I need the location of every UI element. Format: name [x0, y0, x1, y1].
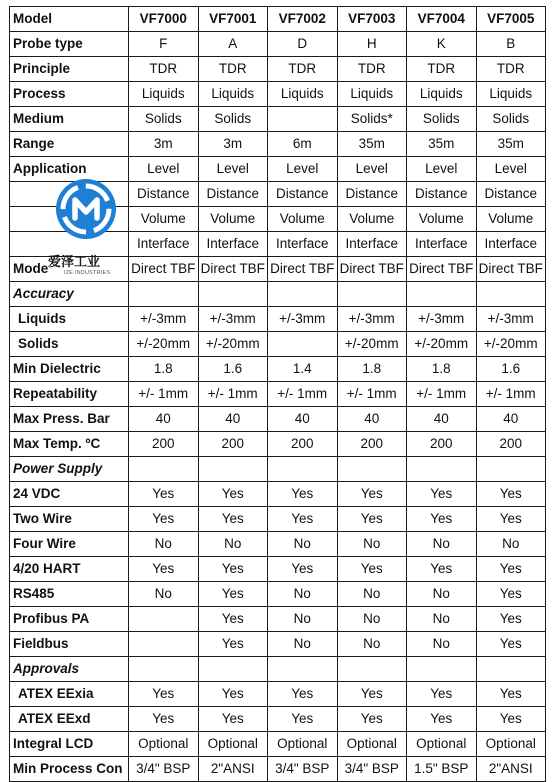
table-cell: [198, 457, 268, 482]
table-row-continuation-6: [10, 182, 546, 207]
row-label: Profibus PA: [10, 607, 129, 632]
table-cell: Liquids: [129, 82, 199, 107]
table-cell: Optional: [129, 732, 199, 757]
table-row-application-5: [10, 157, 546, 182]
model-vf7005: VF7005: [476, 7, 546, 32]
table-cell: +/-3mm: [268, 307, 338, 332]
table-cell: 3/4" BSP: [268, 757, 338, 782]
table-cell: Yes: [129, 557, 199, 582]
table-cell: TDR: [268, 57, 338, 82]
table-cell: Interface: [268, 232, 338, 257]
table-cell: Interface: [337, 232, 407, 257]
table-cell: Yes: [198, 682, 268, 707]
table-cell: Liquids: [476, 82, 546, 107]
table-cell: Interface: [129, 232, 199, 257]
table-cell: No: [337, 582, 407, 607]
table-cell: +/-3mm: [198, 307, 268, 332]
table-cell: Distance: [129, 182, 199, 207]
row-label: Four Wire: [10, 532, 129, 557]
table-cell: [129, 632, 199, 657]
table-cell: Yes: [198, 632, 268, 657]
table-cell: 200: [198, 432, 268, 457]
table-cell: [268, 457, 338, 482]
row-label: Repeatability: [10, 382, 129, 407]
table-cell: No: [268, 532, 338, 557]
table-cell: No: [129, 532, 199, 557]
table-cell: Yes: [476, 707, 546, 732]
table-cell: Direct TBF: [129, 257, 199, 282]
table-cell: 1.8: [337, 357, 407, 382]
table-cell: Yes: [198, 707, 268, 732]
table-cell: 1.4: [268, 357, 338, 382]
table-cell: Yes: [337, 557, 407, 582]
table-cell: Yes: [407, 682, 477, 707]
table-row-continuation-7: [10, 207, 546, 232]
table-cell: Yes: [268, 707, 338, 732]
table-cell: Interface: [476, 232, 546, 257]
model-vf7003: VF7003: [337, 7, 407, 32]
row-label: ATEX EExia: [10, 682, 129, 707]
table-cell: 3/4" BSP: [337, 757, 407, 782]
table-row-principle-1: [10, 57, 546, 82]
table-cell: 200: [337, 432, 407, 457]
model-vf7002: VF7002: [268, 7, 338, 32]
table-cell: Yes: [268, 482, 338, 507]
table-cell: +/-20mm: [407, 332, 477, 357]
table-cell: [476, 282, 546, 307]
table-cell: TDR: [337, 57, 407, 82]
table-cell: Solids: [407, 107, 477, 132]
table-cell: 1.5" BSP: [407, 757, 477, 782]
row-label: Min Dielectric: [10, 357, 129, 382]
table-cell: Interface: [407, 232, 477, 257]
table-row-accuracy-10: [10, 282, 546, 307]
table-cell: +/-3mm: [476, 307, 546, 332]
table-cell: D: [268, 32, 338, 57]
table-cell: 40: [407, 407, 477, 432]
row-label: Accuracy: [10, 282, 129, 307]
table-cell: Distance: [268, 182, 338, 207]
table-cell: [407, 657, 477, 682]
table-cell: B: [476, 32, 546, 57]
table-cell: Solids: [476, 107, 546, 132]
table-row-atex-eexia-26: [10, 682, 546, 707]
table-cell: Yes: [407, 707, 477, 732]
table-cell: 3m: [129, 132, 199, 157]
table-cell: 1.6: [476, 357, 546, 382]
table-cell: Liquids: [407, 82, 477, 107]
table-cell: Yes: [198, 607, 268, 632]
row-label: Range: [10, 132, 129, 157]
row-label: Mode: [10, 257, 129, 282]
table-cell: Yes: [198, 582, 268, 607]
row-label: Solids: [10, 332, 129, 357]
table-row-process-2: [10, 82, 546, 107]
watermark-en-text: IZE INDUSTRIES: [64, 270, 111, 276]
table-cell: No: [476, 532, 546, 557]
table-cell: Yes: [268, 507, 338, 532]
row-label: Process: [10, 82, 129, 107]
table-cell: Solids*: [337, 107, 407, 132]
table-cell: Level: [407, 157, 477, 182]
table-cell: 40: [129, 407, 199, 432]
model-vf7004: VF7004: [407, 7, 477, 32]
table-cell: Yes: [476, 607, 546, 632]
table-cell: Yes: [129, 707, 199, 732]
table-cell: Yes: [129, 507, 199, 532]
table-cell: Distance: [476, 182, 546, 207]
table-cell: +/- 1mm: [198, 382, 268, 407]
row-label: [10, 182, 129, 207]
row-label: Approvals: [10, 657, 129, 682]
table-cell: +/-20mm: [129, 332, 199, 357]
table-cell: +/-3mm: [129, 307, 199, 332]
table-cell: 40: [198, 407, 268, 432]
table-row-mode-9: [10, 257, 546, 282]
table-cell: [198, 282, 268, 307]
table-cell: K: [407, 32, 477, 57]
table-cell: Optional: [268, 732, 338, 757]
table-cell: No: [407, 532, 477, 557]
table-cell: Yes: [407, 557, 477, 582]
table-cell: Yes: [268, 682, 338, 707]
table-cell: [407, 457, 477, 482]
table-cell: A: [198, 32, 268, 57]
row-label: 24 VDC: [10, 482, 129, 507]
table-cell: Yes: [337, 507, 407, 532]
table-cell: Level: [129, 157, 199, 182]
table-cell: [268, 107, 338, 132]
table-row-two-wire-19: [10, 507, 546, 532]
table-cell: Level: [337, 157, 407, 182]
table-cell: [407, 282, 477, 307]
table-cell: TDR: [407, 57, 477, 82]
table-cell: Yes: [476, 557, 546, 582]
table-cell: Yes: [337, 682, 407, 707]
table-cell: Direct TBF: [476, 257, 546, 282]
table-cell: +/-20mm: [476, 332, 546, 357]
table-cell: TDR: [129, 57, 199, 82]
table-row-power-supply-17: [10, 457, 546, 482]
table-cell: [337, 457, 407, 482]
table-cell: 35m: [476, 132, 546, 157]
table-cell: Yes: [476, 507, 546, 532]
table-row-4-20-hart-21: [10, 557, 546, 582]
table-cell: Solids: [198, 107, 268, 132]
table-cell: Yes: [198, 482, 268, 507]
table-cell: Optional: [198, 732, 268, 757]
table-cell: Distance: [198, 182, 268, 207]
table-cell: Yes: [476, 682, 546, 707]
table-cell: 1.8: [129, 357, 199, 382]
table-cell: Level: [268, 157, 338, 182]
table-cell: TDR: [476, 57, 546, 82]
table-cell: TDR: [198, 57, 268, 82]
table-cell: 35m: [407, 132, 477, 157]
table-row-continuation-8: [10, 232, 546, 257]
row-label: Probe type: [10, 32, 129, 57]
table-cell: Volume: [198, 207, 268, 232]
table-row-min-process-con-29: [10, 757, 546, 782]
table-cell: [268, 332, 338, 357]
model-vf7001: VF7001: [198, 7, 268, 32]
table-cell: Direct TBF: [337, 257, 407, 282]
table-cell: Yes: [129, 682, 199, 707]
table-cell: 3m: [198, 132, 268, 157]
spec-body: [10, 32, 546, 782]
table-cell: Volume: [268, 207, 338, 232]
table-cell: Yes: [407, 507, 477, 532]
table-cell: 200: [476, 432, 546, 457]
table-cell: No: [407, 607, 477, 632]
table-cell: 200: [407, 432, 477, 457]
table-cell: Yes: [476, 632, 546, 657]
row-label: Two Wire: [10, 507, 129, 532]
table-row-four-wire-20: [10, 532, 546, 557]
table-row-range-4: [10, 132, 546, 157]
table-cell: [129, 607, 199, 632]
row-label: Principle: [10, 57, 129, 82]
table-cell: Volume: [129, 207, 199, 232]
table-cell: 200: [129, 432, 199, 457]
table-cell: Liquids: [268, 82, 338, 107]
table-row-profibus-pa-23: [10, 607, 546, 632]
table-cell: No: [129, 582, 199, 607]
row-label: 4/20 HART: [10, 557, 129, 582]
table-cell: No: [268, 607, 338, 632]
row-label: Max Temp. ºC: [10, 432, 129, 457]
table-cell: [268, 282, 338, 307]
table-cell: Yes: [129, 482, 199, 507]
table-cell: Volume: [337, 207, 407, 232]
table-cell: 35m: [337, 132, 407, 157]
row-label: Fieldbus: [10, 632, 129, 657]
table-cell: +/-3mm: [407, 307, 477, 332]
table-cell: Solids: [129, 107, 199, 132]
table-cell: Direct TBF: [198, 257, 268, 282]
watermark-cn-text: 爱泽工业: [48, 255, 101, 270]
table-cell: Volume: [407, 207, 477, 232]
table-cell: [476, 457, 546, 482]
table-cell: Distance: [407, 182, 477, 207]
table-cell: [129, 457, 199, 482]
table-cell: +/- 1mm: [129, 382, 199, 407]
table-cell: Direct TBF: [268, 257, 338, 282]
row-label: Integral LCD: [10, 732, 129, 757]
table-cell: Direct TBF: [407, 257, 477, 282]
table-cell: Yes: [476, 482, 546, 507]
table-cell: Level: [476, 157, 546, 182]
table-cell: 2"ANSI: [198, 757, 268, 782]
table-cell: +/-3mm: [337, 307, 407, 332]
table-row-probe-type-0: [10, 32, 546, 57]
table-cell: [337, 282, 407, 307]
table-row-integral-lcd-28: [10, 732, 546, 757]
table-cell: [337, 657, 407, 682]
table-cell: H: [337, 32, 407, 57]
table-cell: Yes: [476, 582, 546, 607]
table-cell: +/- 1mm: [337, 382, 407, 407]
table-cell: Liquids: [337, 82, 407, 107]
row-label: RS485: [10, 582, 129, 607]
header-label: Model: [10, 7, 129, 32]
table-cell: Yes: [268, 557, 338, 582]
table-cell: 6m: [268, 132, 338, 157]
table-row-medium-3: [10, 107, 546, 132]
table-cell: Distance: [337, 182, 407, 207]
table-cell: No: [268, 632, 338, 657]
table-cell: No: [337, 632, 407, 657]
table-cell: Yes: [198, 507, 268, 532]
table-cell: No: [407, 632, 477, 657]
table-cell: Level: [198, 157, 268, 182]
table-cell: +/- 1mm: [476, 382, 546, 407]
table-cell: [129, 657, 199, 682]
table-row-min-dielectric-13: [10, 357, 546, 382]
table-cell: 40: [268, 407, 338, 432]
table-cell: +/-20mm: [337, 332, 407, 357]
header-row: [10, 7, 546, 32]
row-label: Max Press. Bar: [10, 407, 129, 432]
spec-table: [9, 6, 546, 782]
table-cell: No: [337, 607, 407, 632]
table-cell: 2"ANSI: [476, 757, 546, 782]
table-cell: Yes: [337, 482, 407, 507]
table-cell: 40: [476, 407, 546, 432]
table-row-atex-eexd-27: [10, 707, 546, 732]
table-cell: 40: [337, 407, 407, 432]
table-cell: +/- 1mm: [268, 382, 338, 407]
table-cell: 3/4" BSP: [129, 757, 199, 782]
table-row-max-temp-c-16: [10, 432, 546, 457]
table-cell: Optional: [337, 732, 407, 757]
table-cell: +/- 1mm: [407, 382, 477, 407]
table-cell: [268, 657, 338, 682]
table-cell: [129, 282, 199, 307]
table-cell: No: [407, 582, 477, 607]
table-cell: F: [129, 32, 199, 57]
table-cell: Optional: [476, 732, 546, 757]
row-label: [10, 207, 129, 232]
row-label: [10, 232, 129, 257]
table-cell: [198, 657, 268, 682]
table-cell: Yes: [337, 707, 407, 732]
table-cell: Yes: [407, 482, 477, 507]
table-cell: 200: [268, 432, 338, 457]
model-vf7000: VF7000: [129, 7, 199, 32]
table-cell: No: [268, 582, 338, 607]
table-cell: Volume: [476, 207, 546, 232]
table-cell: 1.8: [407, 357, 477, 382]
table-cell: +/-20mm: [198, 332, 268, 357]
table-row-rs485-22: [10, 582, 546, 607]
row-label: Min Process Con: [10, 757, 129, 782]
table-row-liquids-11: [10, 307, 546, 332]
table-cell: No: [198, 532, 268, 557]
table-cell: Interface: [198, 232, 268, 257]
table-cell: [476, 657, 546, 682]
table-row-approvals-25: [10, 657, 546, 682]
table-row-solids-12: [10, 332, 546, 357]
table-row-max-press-bar-15: [10, 407, 546, 432]
table-row-fieldbus-24: [10, 632, 546, 657]
table-cell: No: [337, 532, 407, 557]
table-cell: Yes: [198, 557, 268, 582]
table-cell: 1.6: [198, 357, 268, 382]
table-cell: Optional: [407, 732, 477, 757]
row-label: Liquids: [10, 307, 129, 332]
row-label: Power Supply: [10, 457, 129, 482]
table-row-repeatability-14: [10, 382, 546, 407]
row-label: Application: [10, 157, 129, 182]
row-label: ATEX EExd: [10, 707, 129, 732]
table-row-24-vdc-18: [10, 482, 546, 507]
table-cell: Liquids: [198, 82, 268, 107]
row-label: Medium: [10, 107, 129, 132]
